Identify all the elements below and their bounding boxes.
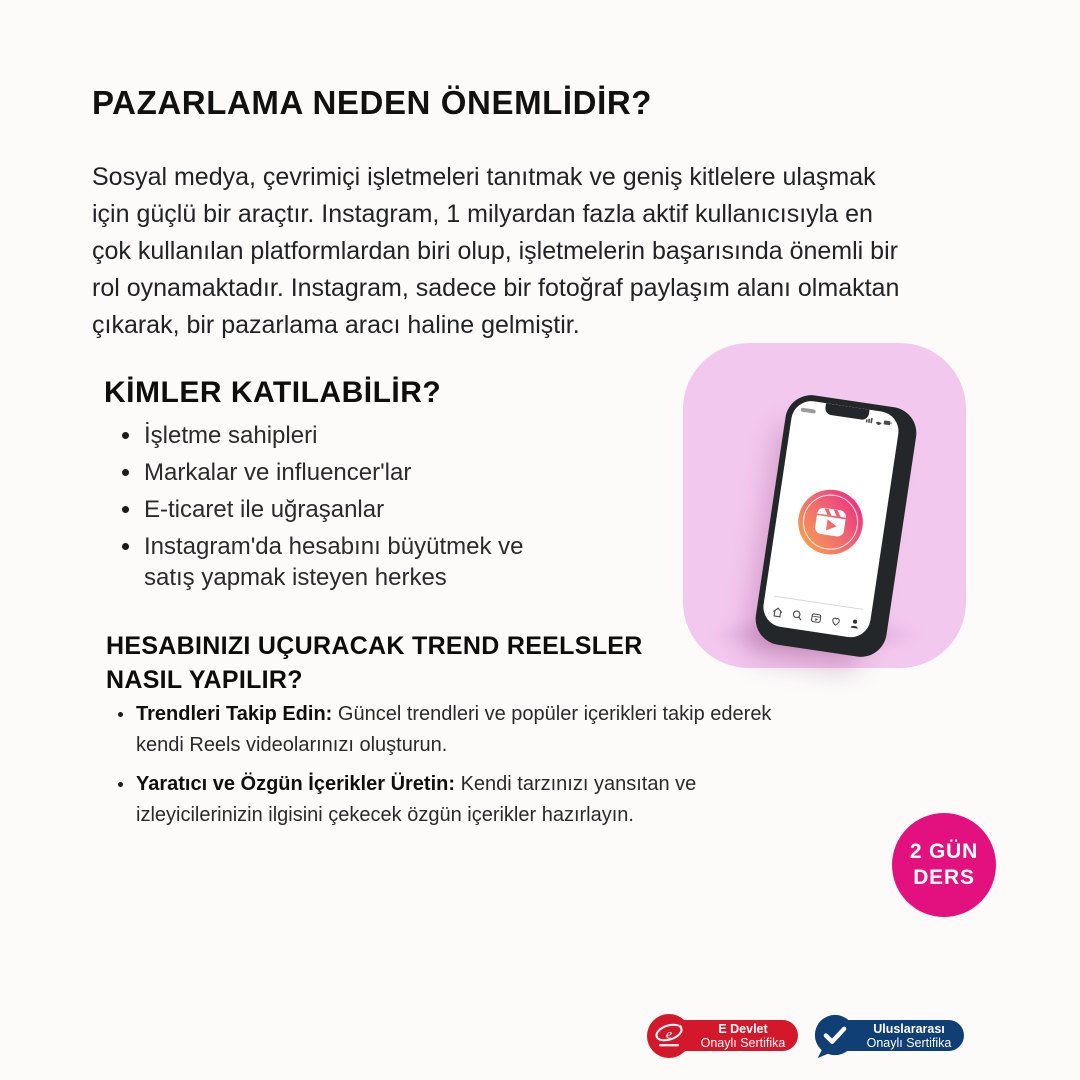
heading-line: NASIL YAPILIR? (106, 666, 303, 694)
status-time-smudge (801, 408, 816, 414)
list-item-label: Trendleri Takip Edin: (136, 703, 333, 725)
bullet-icon (118, 782, 123, 787)
heart-icon (829, 614, 843, 628)
duration-badge (892, 813, 996, 917)
list-item (122, 494, 560, 525)
certificate-title: Uluslararası (873, 1021, 945, 1036)
bullet-icon (118, 712, 123, 717)
edevlet-certificate-badge (646, 1013, 798, 1059)
who-can-join-list (122, 420, 560, 599)
svg-text:e: e (665, 1027, 673, 1043)
phone-navbar (771, 605, 862, 630)
reels-icon (809, 611, 823, 625)
profile-icon (848, 617, 862, 631)
phone-screen (761, 398, 902, 639)
bullet-icon (122, 543, 129, 550)
page-title: PAZARLAMA NEDEN ÖNEMLİDİR? (92, 84, 653, 122)
list-item-text: Markalar ve influencer'lar (144, 459, 412, 486)
list-item (122, 457, 560, 488)
trend-reels-heading (106, 629, 643, 697)
list-item-text (136, 699, 814, 761)
list-item-text: Instagram'da hesabını büyütmek ve satış yapmak isteyen herkes (144, 533, 524, 591)
badge-line: DERS (913, 866, 975, 889)
list-item-text (136, 769, 814, 831)
list-item-text: E-ticaret ile uğraşanlar (144, 496, 385, 523)
list-item-body: Güncel trendleri ve popüler içerikleri takip ederek kendi Reels videolarınızı oluşturun. (136, 703, 772, 756)
certificate-title: E Devlet (718, 1021, 768, 1036)
certificate-subtitle: Onaylı Sertifika (700, 1035, 786, 1050)
certificate-subtitle: Onaylı Sertifika (866, 1035, 952, 1050)
edevlet-logo-icon (646, 1013, 692, 1059)
phone-mockup (752, 392, 920, 661)
trend-reels-list (118, 699, 814, 839)
bullet-icon (122, 469, 129, 476)
list-item-label: Yaratıcı ve Özgün İçerikler Üretin: (136, 773, 456, 795)
bullet-icon (122, 506, 129, 513)
search-icon (790, 608, 804, 622)
list-item-text: İşletme sahipleri (144, 422, 318, 449)
list-item-body: Kendi tarzınızı yansıtan ve izleyicilerinizin ilgisini çekecek özgün içerikler hazırlayın. (136, 773, 697, 826)
who-can-join-heading: KİMLER KATILABİLİR? (104, 375, 442, 409)
list-item (122, 420, 560, 451)
intro-paragraph: Sosyal medya, çevrimiçi işletmeleri tanıtmak ve geniş kitlelere ulaşmak için güçlü bir araçtır. Instagram, 1 milyardan fazla aktif kullanıcısıyla en çok kullanılan platformlardan biri olup, işletmelerin başarısında önemli bir rol oynamaktadır. Instagram, sadece bir fotoğraf paylaşım alanı olmaktan çıkarak, bir pazarlama aracı haline gelmiştir. (92, 163, 900, 339)
list-item (118, 699, 814, 761)
checkmark-bubble-icon (812, 1013, 858, 1059)
instagram-reels-icon (793, 485, 868, 560)
status-icons (866, 415, 893, 427)
promo-card (683, 343, 966, 668)
list-item (118, 769, 814, 831)
heading-line: HESABINIZI UÇURACAK TREND REELSLER (106, 632, 643, 660)
list-item (122, 531, 560, 593)
international-certificate-badge (812, 1013, 964, 1059)
bullet-icon (122, 432, 129, 439)
badge-line: 2 GÜN (909, 840, 979, 863)
home-icon (771, 605, 785, 619)
